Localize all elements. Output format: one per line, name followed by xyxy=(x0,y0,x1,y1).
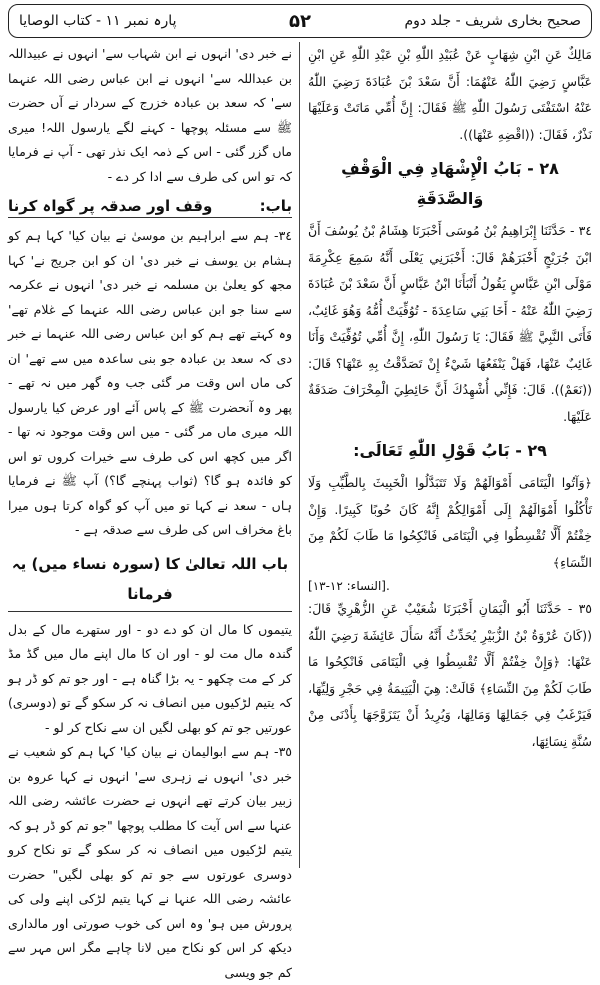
arabic-column xyxy=(308,42,592,872)
arabic-quran-verse: ﴿وَآتُوا الْيَتَامَى أَمْوَالَهُمْ وَلَا تَتَبَدَّلُوا الْخَبِيثَ بِالطَّيِّبِ وَلَا تَأْكُلُوا أَمْوَالَهُمْ إِلَى أَمْوَالِكُمْ إِنَّهُ كَانَ حُوبًا كَبِيرًا. وَإِنْ خِفْتُمْ أَلَّا تُقْسِطُوا فِي الْيَتَامَى فَانْكِحُوا مَا طَابَ لَكُمْ مِنَ النِّسَاءِ﴾ xyxy=(308,475,592,570)
verse-reference: [النساء: ١٢-١٣]. xyxy=(308,579,390,593)
urdu-chapter-heading-29: باب اللہ تعالیٰ کا (سورہ نساء میں) یہ فرمانا xyxy=(8,549,292,612)
urdu-column xyxy=(8,42,292,980)
arabic-chapter-heading-29: ٢٩ - بَابُ قَوْلِ اللّٰهِ تَعَالَى: xyxy=(353,441,547,460)
arabic-paragraph-1: مَالِكٌ عَنِ ابْنِ شِهَابٍ عَنْ عُبَيْدِ اللّٰهِ بْنِ عَبْدِ اللّٰهِ عَنِ ابْنِ عَبَّاسٍ رَضِيَ اللّٰهُ عَنْهُمَا: أَنَّ سَعْدَ بْنَ عُبَادَةَ رَضِيَ اللّٰهُ عَنْهُ اسْتَفْتَى رَسُولَ اللّٰهِ ﷺ فَقَالَ: إِنَّ أُمِّي مَاتَتْ وَعَلَيْهَا نَذْرٌ، فَقَالَ: ((اقْضِهِ عَنْهَا)). xyxy=(308,47,592,142)
urdu-bab-heading xyxy=(8,197,292,218)
arabic-chapter-heading-28: ٢٨ - بَابُ الْإِشْهَادِ فِي الْوَقْفِ وَالصَّدَقَةِ xyxy=(341,159,559,208)
header-chapter: پارہ نمبر ۱۱ - کتاب الوصایا xyxy=(19,13,177,29)
arabic-hadith-35: ٣٥ - حَدَّثَنَا أَبُو الْيَمَانِ أَخْبَرَنَا شُعَيْبٌ عَنِ الزُّهْرِيِّ قَالَ: ((كَانَ عُرْوَةُ بْنُ الزُّبَيْرِ يُحَدِّثُ أَنَّهُ سَأَلَ عَائِشَةَ رَضِيَ اللّٰهُ عَنْهَا: ﴿وَإِنْ خِفْتُمْ أَلَّا تُقْسِطُوا فِي الْيَتَامَى فَانْكِحُوا مَا طَابَ لَكُمْ مِنَ النِّسَاءِ﴾ قَالَتْ: هِيَ الْيَتِيمَةُ فِي حَجْرِ وَلِيِّهَا، فَيَرْغَبُ فِي جَمَالِهَا وَمَالِهَا، وَيُرِيدُ أَنْ يَتَزَوَّجَهَا بِأَدْنَى مِنْ سُنَّةِ نِسَائِهَا، xyxy=(308,601,592,749)
bab-label: باب: xyxy=(259,197,292,215)
arabic-hadith-34: ٣٤ - حَدَّثَنَا إِبْرَاهِيمُ بْنُ مُوسَى أَخْبَرَنَا هِشَامُ بْنُ يُوسُفَ أَنَّ ابْنَ جُرَيْجٍ أَخْبَرَهُمْ قَالَ: أَخْبَرَنِي يَعْلَى أَنَّهُ سَمِعَ عِكْرِمَةَ مَوْلَى ابْنِ عَبَّاسٍ يَقُولُ أَنْبَأَنَا ابْنُ عَبَّاسٍ أَنَّ سَعْدَ بْنَ عُبَادَةَ رَضِيَ اللّٰهُ عَنْهُ - أَخَا بَنِي سَاعِدَةَ - تُوُفِّيَتْ أُمُّهُ وَهُوَ غَائِبٌ، فَأَتَى النَّبِيَّ ﷺ فَقَالَ: يَا رَسُولَ اللّٰهِ، إِنَّ أُمِّي تُوُفِّيَتْ وَأَنَا غَائِبٌ عَنْهَا، فَهَلْ يَنْفَعُهَا شَيْءٌ إِنْ تَصَدَّقْتُ بِهِ عَنْهَا؟ قَالَ: ((نَعَمْ)). قَالَ: فَإِنِّي أُشْهِدُكَ أَنَّ حَائِطِيَ الْمِخْرَافَ صَدَقَةٌ عَلَيْهَا. xyxy=(308,223,592,424)
urdu-hadith-34: ٣٤- ہم سے ابراہیم بن موسیٰ نے بیان کیا' کہا ہم کو ہشام بن یوسف نے خبر دی' ان کو ابن جریج نے' کہا مجھ کو یعلیٰ بن مسلمہ نے خبر دی' انہوں نے عکرمہ سے سنا جو ابن عباس رضی اللہ عنہما کے غلام تھے' وہ کہتے تھے ہم کو ابن عباس رضی اللہ عنہما نے خبر دی کہ سعد بن عبادہ جو بنی ساعدہ میں سے تھے' ان کی ماں اس وقت مر گئی جب وہ گھر میں نہ تھے - پھر وہ آنحضرت ﷺ کے پاس آئے اور عرض کیا یارسول اللہ میری ماں مر گئی - میں اس وقت موجود نہ تھا - اگر میں کچھ اس کی طرف سے خیرات کروں تو اس کو فائدہ ہو گا؟ (ثواب پہنچے گا؟) آپ ﷺ نے فرمایا ہاں - سعد نے کہا تو میں آپ کو گواہ کرتا ہوں میرا باغ مخراف اس کی طرف سے صدقہ ہے - xyxy=(8,228,292,537)
urdu-hadith-35: ٣٥- ہم سے ابوالیمان نے بیان کیا' کہا ہم کو شعیب نے خبر دی' انہوں نے زہری سے' انہوں نے کہا عروہ بن زبیر بیان کرتے تھے انہوں نے حضرت عائشہ رضی اللہ عنہا سے اس آیت کا مطلب پوچھا "جو تم کو ڈر ہو کہ یتیم لڑکیوں میں انصاف نہ کر سکو گے تو نکاح کرو دوسری عورتوں سے جو تم کو بھلی لگیں" حضرت عائشہ رضی اللہ عنہا نے کہا یتیم لڑکی اپنے ولی کی پرورش میں ہو' وہ اس کی خوب صورتی اور مالداری دیکھ کر اس کو نکاح میں لانا چاہے مگر اس مہر سے کم جو ویسی xyxy=(8,744,292,980)
page-number: ۵۲ xyxy=(289,10,311,32)
page-header xyxy=(8,4,592,38)
column-divider xyxy=(299,42,300,868)
urdu-paragraph-1: نے خبر دی' انہوں نے ابن شہاب سے' انہوں نے عبیداللہ بن عبداللہ سے' انہوں نے ابن عباس رضی اللہ عنہما سے' کہ سعد بن عبادہ خزرج کے سردار نے آں حضرت ﷺ سے مسئلہ پوچھا - کہنے لگے یارسول اللہ! میری ماں گزر گئی - اس کے ذمہ ایک نذر تھی - آپ نے فرمایا کہ تو اس کی طرف سے ادا کر دے - xyxy=(8,46,292,184)
bab-title: وقف اور صدقہ پر گواہ کرنا xyxy=(8,197,213,215)
urdu-verse-translation: یتیموں کا مال ان کو دے دو - اور ستھرے مال کے بدل گندہ مال مت لو - اور ان کا مال اپنے مال میں گڈ مڈ کر کے مت چکھو - یہ بڑا گناہ ہے - اور جو تم کو ڈر ہو کہ یتیم لڑکیوں میں انصاف نہ کر سکو گے تو (دوسری) عورتیں جو تم کو بھلی لگیں ان سے نکاح کر لو - xyxy=(8,621,292,735)
header-book-title: صحیح بخاری شریف - جلد دوم xyxy=(404,13,581,29)
